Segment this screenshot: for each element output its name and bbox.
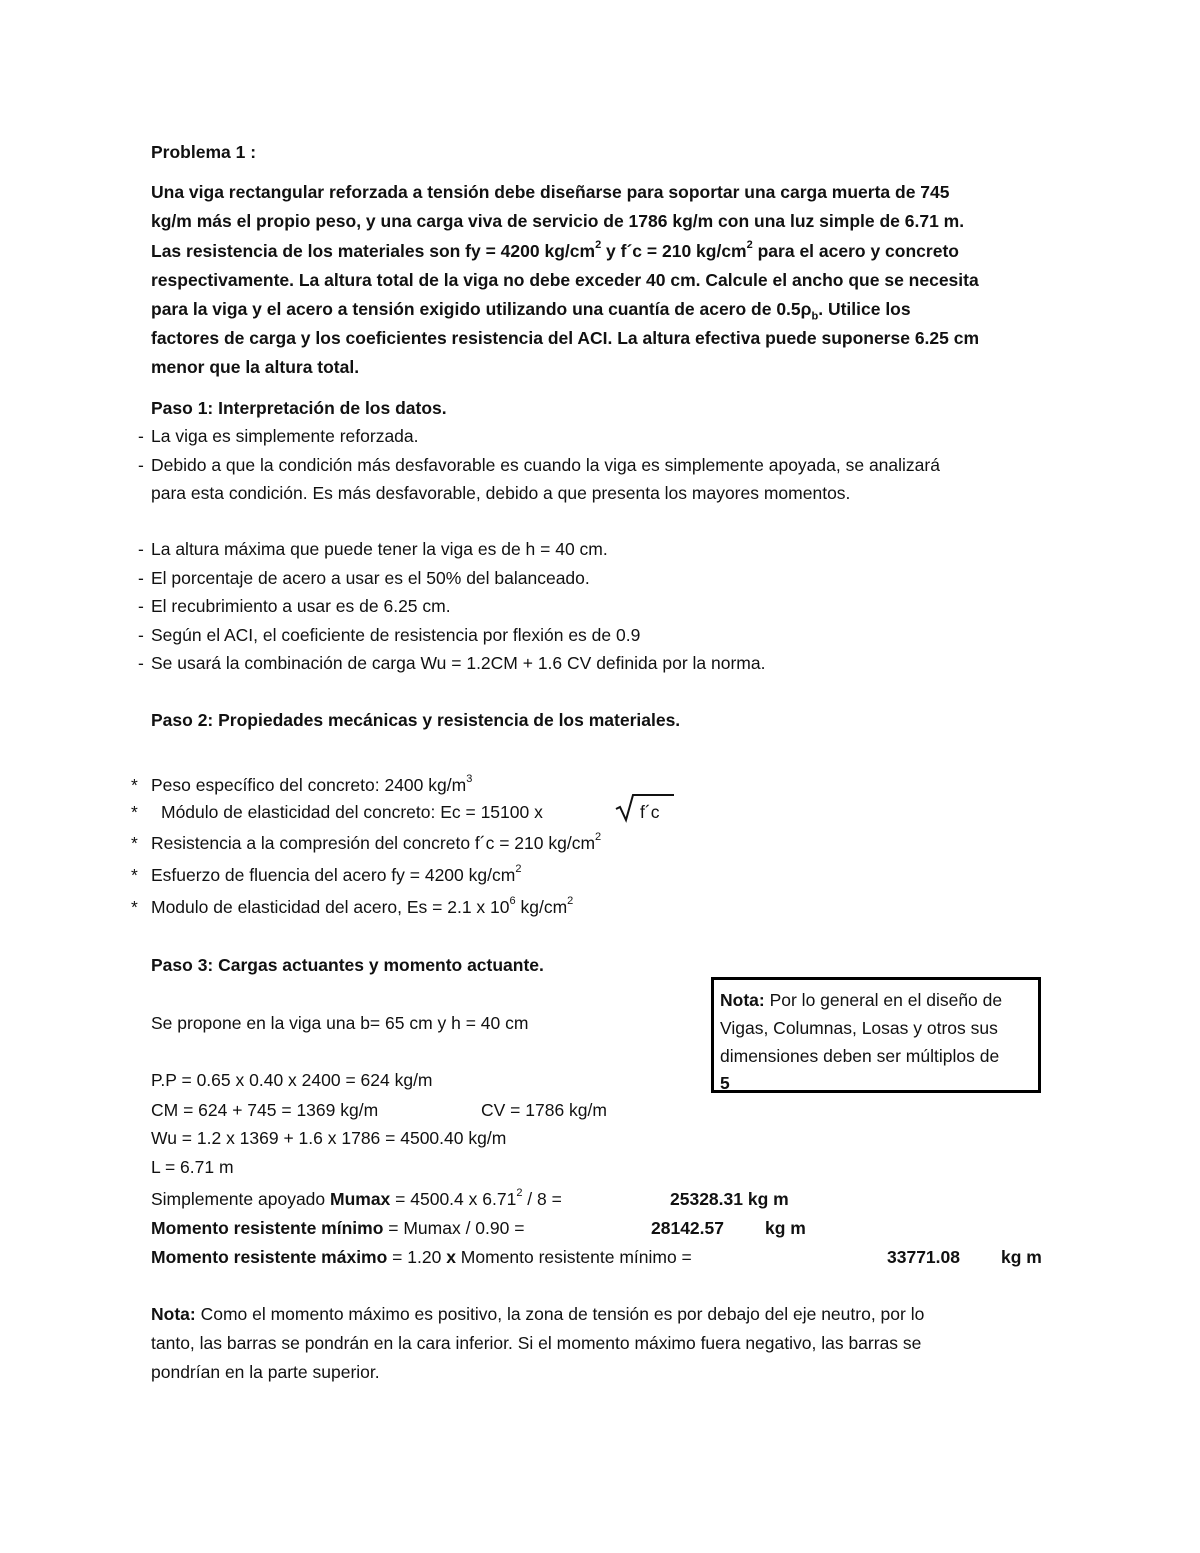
- paso1-item: El recubrimiento a usar es de 6.25 cm.: [151, 596, 451, 616]
- note-box-label: Nota:: [720, 990, 765, 1010]
- paso1-item: Según el ACI, el coeficiente de resistencia por flexión es de 0.9: [151, 625, 641, 645]
- problem-title: Problema 1 :: [151, 142, 257, 162]
- mumax-text: = 4500.4 x 6.71: [390, 1189, 517, 1209]
- note-box-line-3: dimensiones deben ser múltiplos de: [720, 1046, 1000, 1066]
- mrmax-times: x: [446, 1247, 456, 1267]
- mrmin-value: 28142.57: [651, 1218, 724, 1238]
- superscript: 2: [516, 1187, 523, 1200]
- superscript: 2: [567, 895, 574, 908]
- paso1-item: La altura máxima que puede tener la viga es de h = 40 cm.: [151, 539, 608, 559]
- final-note-text: Como el momento máximo es positivo, la zona de tensión es por debajo del eje neutro, por lo: [195, 1304, 925, 1324]
- problem-line-5: [151, 298, 911, 323]
- mumax-text: / 8 =: [522, 1189, 562, 1209]
- mrmax-label: Momento resistente máximo: [151, 1247, 388, 1267]
- problem-line-7: menor que la altura total.: [151, 357, 360, 377]
- dash-bullet: -: [138, 625, 144, 645]
- problem-line-1: Una viga rectangular reforzada a tensión debe diseñarse para soportar una carga muerta de 745: [151, 182, 950, 202]
- mumax-value: 25328.31 kg m: [670, 1189, 789, 1209]
- paso2-item-text: Peso específico del concreto: 2400 kg/m: [151, 775, 467, 795]
- problem-line-3b: y f´c = 210 kg/cm: [601, 241, 747, 261]
- final-note-label: Nota:: [151, 1304, 196, 1324]
- paso1-item: Se usará la combinación de carga Wu = 1.2CM + 1.6 CV definida por la norma.: [151, 653, 766, 673]
- star-bullet: *: [131, 802, 138, 822]
- mrmin-unit: kg m: [765, 1218, 806, 1238]
- problem-line-6: factores de carga y los coeficientes resistencia del ACI. La altura efectiva puede suponerse 6.25 cm: [151, 328, 980, 348]
- superscript: 2: [595, 239, 602, 252]
- mumax-label: Mumax: [330, 1189, 391, 1209]
- paso3-carga-viva: CV = 1786 kg/m: [481, 1100, 607, 1120]
- mrmin-label: Momento resistente mínimo: [151, 1218, 384, 1238]
- dash-bullet: -: [138, 455, 144, 475]
- problem-line-5a: para la viga y el acero a tensión exigido utilizando una cuantía de acero de 0.5ρ: [151, 299, 812, 319]
- paso3-luz: L = 6.71 m: [151, 1157, 234, 1177]
- paso3-wu: Wu = 1.2 x 1369 + 1.6 x 1786 = 4500.40 kg/m: [151, 1128, 507, 1148]
- paso3-carga-muerta: CM = 624 + 745 = 1369 kg/m: [151, 1100, 379, 1120]
- mrmax-text: Momento resistente mínimo =: [455, 1247, 692, 1267]
- problem-line-3: [151, 240, 959, 262]
- mrmin-text: = Mumax / 0.90 =: [383, 1218, 525, 1238]
- paso2-item-modulo-concreto: Módulo de elasticidad del concreto: Ec = 15100 x: [161, 802, 543, 822]
- paso3-momento-maximo: [151, 1246, 692, 1268]
- problem-line-5b: . Utilice los: [818, 299, 911, 319]
- final-note-line-1: [151, 1303, 924, 1325]
- paso2-item-modulo-acero: [151, 896, 573, 918]
- problem-line-4: respectivamente. La altura total de la viga no debe exceder 40 cm. Calcule el ancho que se necesita: [151, 270, 979, 290]
- dash-bullet: -: [138, 568, 144, 588]
- paso2-item-resistencia: [151, 832, 601, 854]
- star-bullet: *: [131, 897, 138, 917]
- paso2-item-text: kg/cm: [515, 897, 568, 917]
- dash-bullet: -: [138, 426, 144, 446]
- paso2-item-text: Modulo de elasticidad del acero, Es = 2.1 x 10: [151, 897, 510, 917]
- mumax-text: Simplemente apoyado: [151, 1189, 330, 1209]
- paso2-item-text: Resistencia a la compresión del concreto f´c = 210 kg/cm: [151, 833, 596, 853]
- note-box-text: Por lo general en el diseño de: [764, 990, 1003, 1010]
- paso3-mumax: [151, 1188, 562, 1210]
- final-note-line-2: tanto, las barras se pondrán en la cara inferior. Si el momento máximo fuera negativo, las barras se: [151, 1333, 922, 1353]
- paso1-item: La viga es simplemente reforzada.: [151, 426, 419, 446]
- paso1-item: para esta condición. Es más desfavorable, debido a que presenta los mayores momentos.: [151, 483, 851, 503]
- star-bullet: *: [131, 865, 138, 885]
- dash-bullet: -: [138, 653, 144, 673]
- note-box-line-2: Vigas, Columnas, Losas y otros sus: [720, 1018, 998, 1038]
- paso2-heading: Paso 2: Propiedades mecánicas y resistencia de los materiales.: [151, 710, 681, 730]
- problem-line-3a: Las resistencia de los materiales son fy = 4200 kg/cm: [151, 241, 596, 261]
- note-box-line-4: 5: [720, 1073, 730, 1093]
- paso3-peso-propio: P.P = 0.65 x 0.40 x 2400 = 624 kg/m: [151, 1070, 433, 1090]
- superscript: 6: [509, 895, 516, 908]
- star-bullet: *: [131, 833, 138, 853]
- note-box: [711, 977, 1041, 1093]
- final-note-line-3: pondrían en la parte superior.: [151, 1362, 380, 1382]
- dash-bullet: -: [138, 596, 144, 616]
- paso1-item: Debido a que la condición más desfavorable es cuando la viga es simplemente apoyada, se analizará: [151, 455, 940, 475]
- superscript: 2: [746, 239, 753, 252]
- paso1-item: El porcentaje de acero a usar es el 50% del balanceado.: [151, 568, 590, 588]
- paso3-momento-minimo: [151, 1217, 524, 1239]
- dash-bullet: -: [138, 539, 144, 559]
- paso3-heading: Paso 3: Cargas actuantes y momento actuante.: [151, 955, 544, 975]
- paso2-item-text: Esfuerzo de fluencia del acero fy = 4200 kg/cm: [151, 865, 516, 885]
- mrmax-unit: kg m: [1001, 1247, 1042, 1267]
- paso2-item-fluencia: [151, 864, 521, 886]
- mrmax-value: 33771.08: [887, 1247, 960, 1267]
- paso2-item-peso: [151, 774, 472, 796]
- mrmax-text: = 1.20: [387, 1247, 447, 1267]
- star-bullet: *: [131, 775, 138, 795]
- superscript: 2: [515, 863, 522, 876]
- note-box-line-1: [720, 986, 1032, 1014]
- superscript: 3: [466, 773, 473, 786]
- problem-line-3c: para el acero y concreto: [752, 241, 959, 261]
- sqrt-argument: f´c: [640, 802, 660, 822]
- paso3-propone: Se propone en la viga una b= 65 cm y h = 40 cm: [151, 1013, 529, 1033]
- paso1-heading: Paso 1: Interpretación de los datos.: [151, 398, 447, 418]
- superscript: 2: [595, 831, 602, 844]
- subscript: b: [811, 310, 819, 323]
- problem-line-2: kg/m más el propio peso, y una carga viva de servicio de 1786 kg/m con una luz simple de 6.71 m.: [151, 211, 965, 231]
